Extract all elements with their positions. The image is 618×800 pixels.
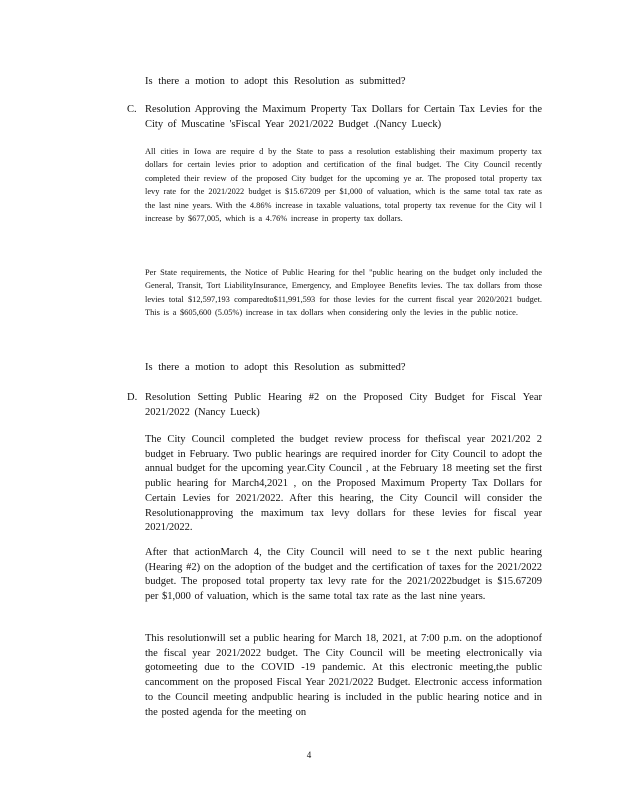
item-d-paragraph-1: The City Council completed the budget review process for thefiscal year 2021/202 2 budget in February. Two public hearings are required inorder for City Council to adopt the annual budget for the upcoming year.City Council , at the February 18 meeting set the first public hearing for March4,2021 , on the Proposed Maximum Property Tax Dollars for Certain Levies for 2021/2022. After this hearing, the City Council will consider the Resolutionapproving the maximum tax levy dollars for these levies for fiscal year 2021/2022.	[145, 434, 542, 534]
item-d-paragraph-3: This resolutionwill set a public hearing for March 18, 2021, at 7:00 p.m. on the adoptionof the fiscal year 2021/2022 budget. The City Council will be meeting electronically via gotomeeting due to the COVID -19 pandemic. At this electronic meeting,the public cancomment on the proposed Fiscal Year 2021/2022 Budget. Electronic access information to the Council meeting andpublic hearing is included in the public hearing notice and in the posted agenda for the meeting on	[145, 633, 542, 718]
page-number: 4	[306, 750, 312, 760]
item-d-letter: D.	[127, 392, 138, 403]
item-c-heading	[127, 102, 542, 132]
item-c-letter: C.	[127, 104, 137, 115]
item-d-paragraph-2: After that actionMarch 4, the City Council will need to se t the next public hearing (Hearing #2) on the adoption of the budget and the certification of taxes for the 2021/2022 budget. The proposed total property tax levy rate for the 2021/2022budget is $15.67209 per $1,000 of valuation, which is the same total tax rate as the last nine years.	[145, 547, 542, 603]
item-c-paragraph-1: All cities in Iowa are require d by the State to pass a resolution establishing their maximum property tax dollars for certain levies prior to adoption and certification of the final budget. The City Council recently completed their review of the proposed City budget for the upcoming ye ar. The proposed total property tax levy rate for the 2021/2022 budget is $15.67209 per $1,000 of valuation, which is the same total tax rate as the last nine years. With the 4.86% increase in taxable valuations, total property tax revenue for the City wil l increase by $677,005, which is a 4.76% increase in property tax dollars.	[145, 147, 542, 224]
item-d-heading	[127, 390, 542, 420]
item-d-title: Resolution Setting Public Hearing #2 on the Proposed City Budget for Fiscal Year 2021/2022 (Nancy Lueck)	[145, 392, 542, 418]
motion-question-2: Is there a motion to adopt this Resolution as submitted?	[145, 362, 406, 373]
item-c-paragraph-2: Per State requirements, the Notice of Public Hearing for thel "public hearing on the budget only included the General, Transit, Tort LiabilityInsurance, Emergency, and Employee Benefits levies. The tax dollars from those levies total $12,597,193 comparedto$11,991,593 for those levies for the current fiscal year 2020/2021 budget. This is a $605,600 (5.05%) increase in tax dollars when considering only the levies in the public notice.	[145, 268, 542, 318]
motion-question-1: Is there a motion to adopt this Resolution as submitted?	[145, 76, 406, 87]
item-c-title: Resolution Approving the Maximum Property Tax Dollars for Certain Tax Levies for the City of Muscatine 'sFiscal Year 2021/2022 Budget .(Nancy Lueck)	[145, 104, 542, 130]
